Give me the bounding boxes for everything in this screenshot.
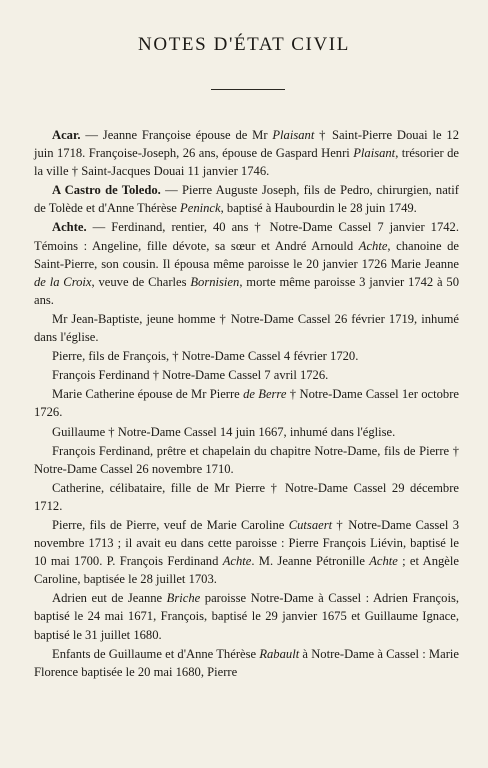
page-title: NOTES D'ÉTAT CIVIL	[138, 34, 350, 55]
italic-name: de Berre	[243, 387, 287, 402]
text-run: † Notre-Dame Cassel 3 novembre 1713 ; il avait eu dans cette paroisse : Pierre François Liévin, baptisé le 10 mai 1700. P. François Ferdinand	[34, 517, 459, 569]
text-run: , morte même paroisse 3 janvier 1742 à 50 ans.	[34, 274, 459, 307]
text-run: , baptisé à Haubourdin le 28 juin 1749.	[220, 201, 417, 216]
text-run: , trésorier de la ville † Saint-Jacques Douai 11 janvier 1746.	[34, 146, 459, 179]
italic-name: Plaisant	[353, 146, 396, 161]
text-run: Marie Catherine épouse de Mr Pierre	[52, 387, 244, 402]
entry-heading: A Castro de Toledo.	[52, 183, 161, 198]
entry-paragraph	[34, 126, 459, 180]
entry-paragraph	[34, 423, 459, 441]
entry-paragraph	[34, 589, 459, 643]
text-run: Mr Jean-Baptiste, jeune homme † Notre-Dame Cassel 26 février 1719, inhumé dans l'église.	[34, 311, 459, 345]
entry-paragraph	[34, 385, 459, 421]
italic-name: Peninck	[180, 201, 221, 216]
text-run: — Pierre Auguste Joseph, fils de Pedro, chirurgien, natif de Tolède et d'Anne Thérèse	[34, 183, 459, 216]
title-divider	[211, 89, 285, 90]
text-run: Adrien eut de Jeanne	[52, 591, 167, 606]
text-run: — Ferdinand, rentier, 40 ans † Notre-Dame Cassel 7 janvier 1742. Témoins : Angeline, fille dévote, sa sœur et André Arnould	[34, 220, 459, 253]
italic-name: Rabault	[259, 646, 300, 661]
text-run: . M. Jeanne Pétronille	[251, 554, 370, 569]
italic-name: Bornisien	[190, 274, 240, 289]
entry-paragraph	[34, 442, 459, 478]
text-run: Guillaume † Notre-Dame Cassel 14 juin 1667, inhumé dans l'église.	[52, 424, 396, 439]
text-run: Enfants de Guillaume et d'Anne Thérèse	[52, 646, 260, 661]
italic-name: Achte	[358, 238, 388, 253]
text-run: , chanoine de Saint-Pierre, son cousin. Il épousa même paroisse le 20 janvier 1726 Marie Jeanne	[34, 238, 459, 271]
text-run: — Jeanne Françoise épouse de Mr	[80, 128, 273, 142]
italic-name: Achte	[222, 554, 252, 569]
entry-paragraph	[34, 645, 459, 681]
body-text	[34, 126, 459, 682]
text-run: Catherine, célibataire, fille de Mr Pierre † Notre-Dame Cassel 29 décembre 1712.	[34, 480, 459, 513]
italic-name: Briche	[166, 591, 201, 606]
italic-name: Cutsaert	[288, 517, 333, 532]
text-run: † Saint-Pierre Douai le 12 juin 1718. Françoise-Joseph, 26 ans, épouse de Gaspard Henri	[34, 128, 459, 161]
entry-paragraph	[34, 347, 459, 365]
text-run: Pierre, fils de Pierre, veuf de Marie Caroline	[52, 517, 289, 532]
text-run: à Notre-Dame à Cassel : Marie Florence baptisée le 20 mai 1680, Pierre	[34, 646, 459, 679]
entry-heading: Achte.	[52, 220, 87, 235]
text-run: François Ferdinand, prêtre et chapelain du chapitre Notre-Dame, fils de Pierre † Notre-Dame Cassel 26 novembre 1710.	[34, 443, 459, 476]
text-run: ; et Angèle Caroline, baptisée le 28 juillet 1703.	[34, 554, 459, 587]
entry-paragraph	[34, 181, 459, 217]
italic-name: Achte	[369, 554, 398, 569]
entry-paragraph	[34, 366, 459, 384]
italic-name: de la Croix	[34, 274, 92, 289]
entry-paragraph	[34, 218, 459, 308]
entry-paragraph	[34, 479, 459, 515]
text-run: François Ferdinand † Notre-Dame Cassel 7 avril 1726.	[52, 368, 329, 383]
text-run: † Notre-Dame Cassel 1er octobre 1726.	[34, 387, 459, 420]
entry-paragraph	[34, 310, 459, 346]
entry-heading: Acar.	[52, 128, 81, 142]
text-run: , veuve de Charles	[91, 274, 191, 289]
italic-name: Plaisant	[272, 128, 315, 142]
text-run: Pierre, fils de François, † Notre-Dame Cassel 4 février 1720.	[52, 349, 359, 364]
entry-paragraph	[34, 516, 459, 588]
text-run: paroisse Notre-Dame à Cassel : Adrien François, baptisé le 24 mai 1671, François, baptisé le 29 janvier 1675 et Guillaume Ignace, baptisé le 31 juillet 1680.	[34, 591, 459, 642]
